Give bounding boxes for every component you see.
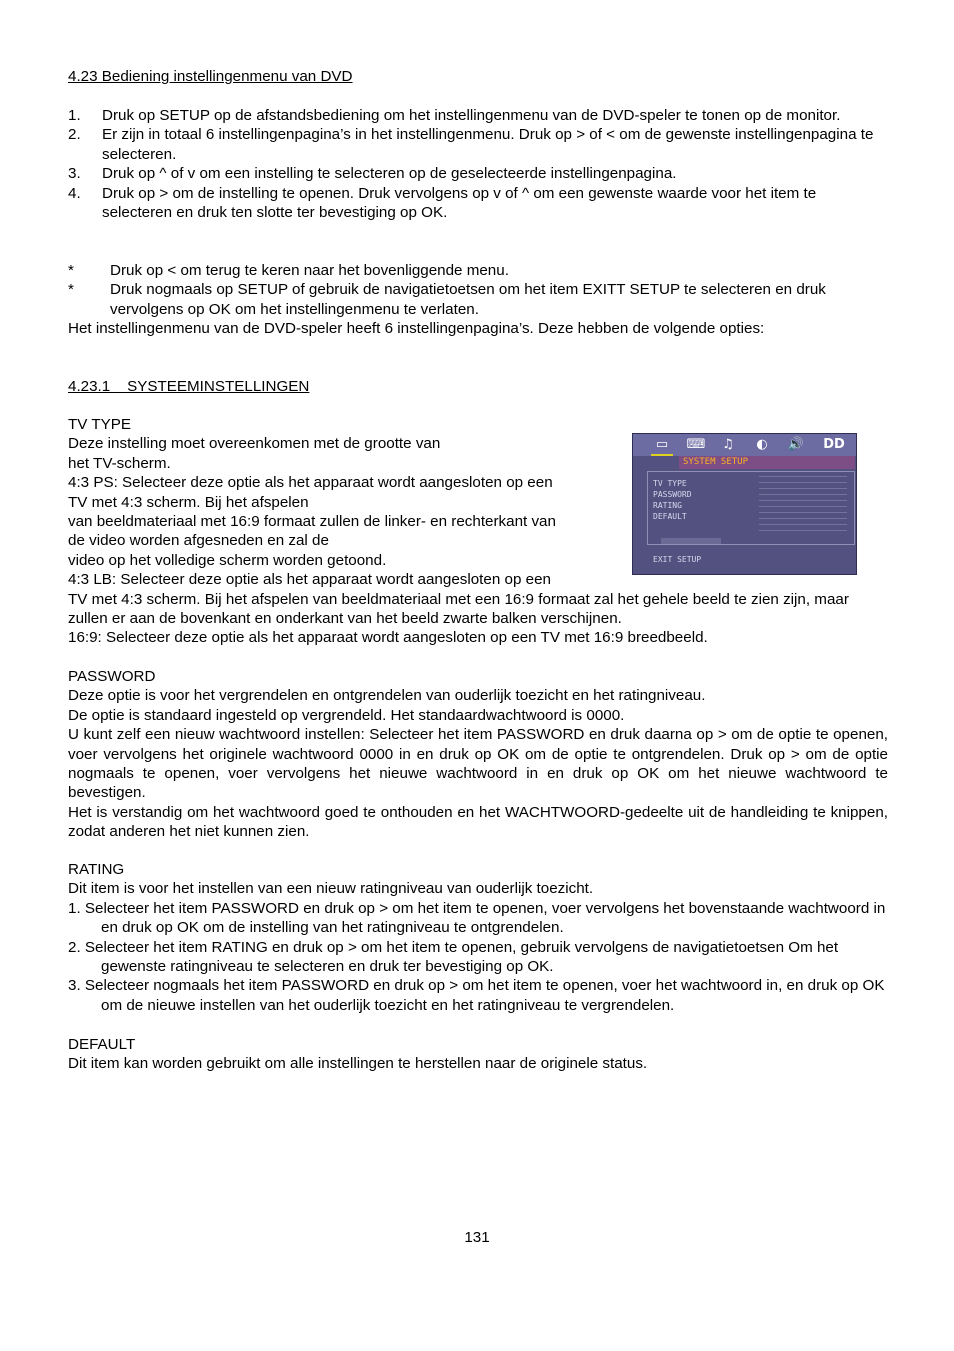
tvtype-line: TV met 4:3 scherm. Bij het afspelen: [68, 493, 309, 511]
note-item: * Druk op < om terug te keren naar het bovenliggende menu.: [68, 262, 509, 279]
osd-menu-item: PASSWORD: [653, 490, 692, 499]
tvtype-wide: 16:9: Selecteer deze optie als het apparaat wordt aangesloten op een TV met 16:9 breedbeeld.: [68, 629, 708, 647]
password-p1: Deze optie is voor het vergrendelen en ontgrendelen van ouderlijk toezicht en het ratingniveau.: [68, 687, 706, 705]
osd-title: SYSTEM SETUP: [679, 456, 855, 469]
step-item: 4. Druk op > om de instelling te openen. Druk vervolgens op v of ^ om een gewenste waarde voor het item te selecteren en druk ten slotte ter bevestiging op OK.: [68, 184, 817, 222]
note-item: * Druk nogmaals op SETUP of gebruik de navigatietoetsen om het item EXITT SETUP te selecteren en druk vervolgens op OK om het instellingenmenu te verlaten.: [68, 281, 826, 318]
tvtype-line: Deze instelling moet overeenkomen met de grootte van: [68, 435, 441, 453]
options-intro: Het instellingenmenu van de DVD-speler heeft 6 instellingenpagina’s. Deze hebben de volgende opties:: [68, 320, 765, 338]
speaker-icon: 🔊: [787, 437, 805, 452]
step-item: 1. Druk op SETUP op de afstandsbediening om het instellingenmenu van de DVD-speler te tonen op de monitor.: [68, 107, 841, 124]
osd-faint-bar: [661, 538, 721, 544]
music-icon: ♫: [722, 437, 734, 452]
password-title: PASSWORD: [68, 668, 156, 685]
password-section: [68, 667, 888, 842]
page-number: 131: [464, 1229, 490, 1246]
osd-menu-item: RATING: [653, 501, 682, 510]
osd-menu: [653, 478, 692, 522]
default-section: [68, 1035, 888, 1074]
osd-menu-item: TV TYPE: [653, 479, 687, 488]
rating-section: [68, 860, 888, 1015]
tvtype-line: de video worden afgesneden en zal de: [68, 532, 329, 550]
steps-list: [68, 106, 888, 222]
monitor-icon: ▭: [651, 436, 673, 456]
step-item: 2. Er zijn in totaal 6 instellingenpagina’s in het instellingenmenu. Druk op > of < om de gewenste instellingenpagina te selecteren.: [68, 126, 874, 163]
rating-item: 3. Selecteer nogmaals het item PASSWORD en druk op > om het item te openen, voer het wachtwoord in, en druk op OK om de nieuwe instellen van het ouderlijk toezicht en het ratingniveau te vergrendelen.: [68, 977, 885, 1014]
tvtype-line: video op het volledige scherm worden getoond.: [68, 551, 387, 569]
default-title: DEFAULT: [68, 1036, 136, 1053]
tvtype-lb-continued: TV met 4:3 scherm. Bij het afspelen van beeldmateriaal met een 16:9 formaat zal het gehele beeld te zien zijn, maar zullen er aan de bovenkant en onderkant van het beeld zwarte balken verschijnen.: [68, 590, 849, 628]
tvtype-line: 4:3 PS: Selecteer deze optie als het apparaat wordt aangesloten op een: [68, 474, 553, 492]
tvtype-title: TV TYPE: [68, 416, 132, 433]
rating-item: 1. Selecteer het item PASSWORD en druk op > om het item te openen, voer vervolgens het bovenstaande wachtwoord in en druk op OK om de instelling van het ratingniveau te ontgrendelen.: [68, 899, 886, 937]
osd-menu-item: DEFAULT: [653, 512, 687, 521]
password-p3: U kunt zelf een nieuw wachtwoord instellen: Selecteer het item PASSWORD en druk daarna op > om de optie te openen, voer vervolgens het originele wachtwoord 0000 in en druk op OK om de optie te ontgrendelen. Druk op > om de optie nogmaals te openen, voer vervolgens het nieuwe wachtwoord in en druk op OK om het nieuwe wachtwoord te bevestigen.: [68, 726, 888, 802]
rating-title: RATING: [68, 861, 125, 878]
tvtype-line: het TV-scherm.: [68, 454, 171, 472]
osd-exit: EXIT SETUP: [653, 555, 702, 564]
osd-grid: [759, 476, 847, 536]
color-icon: ◐: [756, 437, 768, 452]
rating-intro: Dit item is voor het instellen van een nieuw ratingniveau van ouderlijk toezicht.: [68, 880, 594, 898]
tv-speaker-icon: ⌨: [686, 437, 706, 452]
default-text: Dit item kan worden gebruikt om alle instellingen te herstellen naar de originele status.: [68, 1055, 648, 1073]
notes-list: [68, 261, 888, 339]
dolby-icon: DD: [823, 437, 845, 452]
page-heading: 4.23 Bediening instellingenmenu van DVD: [68, 68, 353, 85]
rating-item: 2. Selecteer het item RATING en druk op > om het item te openen, gebruik vervolgens de navigatietoetsen Om het gewenste ratingniveau te selecteren en druk ter bevestiging op OK.: [68, 938, 839, 976]
password-p2: De optie is standaard ingesteld op vergrendeld. Het standaardwachtwoord is 0000.: [68, 706, 625, 724]
tvtype-line: van beeldmateriaal met 16:9 formaat zullen de linker- en rechterkant van: [68, 513, 556, 531]
password-p4: Het is verstandig om het wachtwoord goed te onthouden en het WACHTWOORD-gedeelte uit de handleiding te knippen, zodat anderen het niet kunnen zien.: [68, 803, 888, 841]
step-item: 3. Druk op ^ of v om een instelling te selecteren op de geselecteerde instellingenpagina.: [68, 165, 677, 183]
tvtype-line: 4:3 LB: Selecteer deze optie als het apparaat wordt aangesloten op een: [68, 571, 551, 589]
system-setup-screenshot: [632, 433, 857, 575]
section-heading: 4.23.1 SYSTEEMINSTELLINGEN: [68, 378, 310, 395]
